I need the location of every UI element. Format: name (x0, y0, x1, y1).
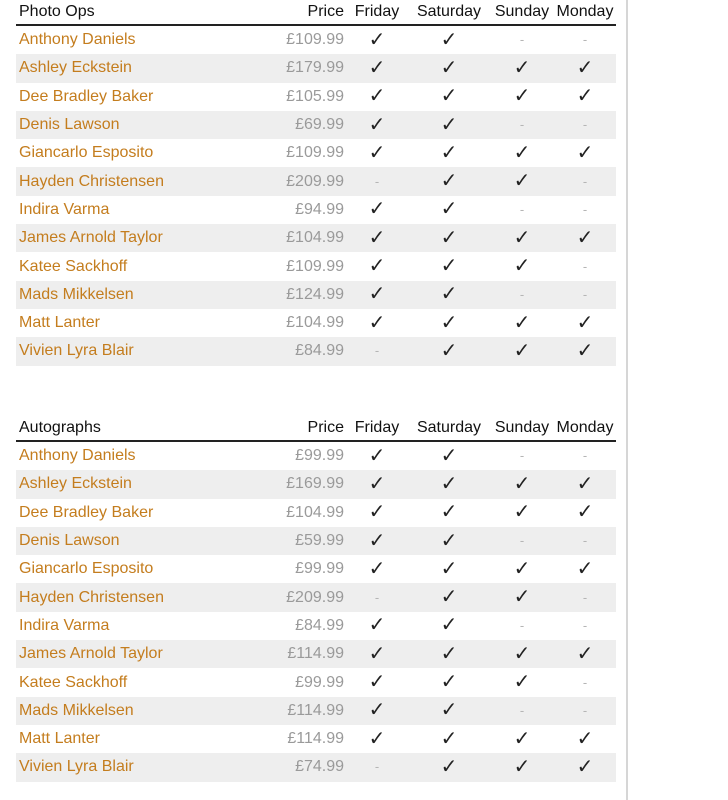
checkmark-icon: ✓ (368, 699, 386, 722)
checkmark-icon: ✓ (440, 56, 458, 79)
checkmark-icon: ✓ (368, 444, 386, 467)
checkmark-icon: ✓ (440, 671, 458, 694)
checkmark-icon: ✓ (368, 28, 386, 51)
checkmark-icon: ✓ (513, 642, 531, 665)
price-cell: £74.99 (256, 753, 346, 781)
guest-name-link[interactable]: Dee Bradley Baker (19, 87, 154, 105)
price-cell: £114.99 (256, 640, 346, 668)
day-availability-cell (490, 470, 554, 498)
checkmark-icon: ✓ (368, 85, 386, 108)
day-availability-cell (554, 167, 616, 195)
day-availability-cell (554, 612, 616, 640)
day-availability-cell (490, 725, 554, 753)
day-availability-cell (554, 309, 616, 337)
day-availability-cell (490, 668, 554, 696)
day-availability-cell (408, 697, 490, 725)
day-availability-cell (346, 25, 408, 54)
checkmark-icon: ✓ (368, 113, 386, 136)
table-row (16, 167, 616, 195)
day-availability-cell (554, 111, 616, 139)
dash-icon: - (374, 759, 380, 775)
table-row (16, 252, 616, 280)
day-availability-cell (490, 337, 554, 365)
day-availability-cell (408, 555, 490, 583)
checkmark-icon: ✓ (513, 727, 531, 750)
table-row (16, 196, 616, 224)
day-availability-cell (408, 83, 490, 111)
checkmark-icon: ✓ (368, 727, 386, 750)
day-availability-cell (408, 54, 490, 82)
day-availability-cell (490, 441, 554, 470)
photo-ops-title: Photo Ops (16, 0, 256, 25)
day-availability-cell (346, 281, 408, 309)
day-availability-cell (346, 337, 408, 365)
checkmark-icon: ✓ (440, 755, 458, 778)
guest-name-link[interactable]: Matt Lanter (19, 314, 100, 332)
checkmark-icon: ✓ (513, 85, 531, 108)
checkmark-icon: ✓ (368, 255, 386, 278)
day-availability-cell (346, 252, 408, 280)
day-availability-cell (554, 25, 616, 54)
day-availability-cell (346, 224, 408, 252)
checkmark-icon: ✓ (440, 586, 458, 609)
checkmark-icon: ✓ (368, 614, 386, 637)
checkmark-icon: ✓ (513, 671, 531, 694)
checkmark-icon: ✓ (513, 586, 531, 609)
checkmark-icon: ✓ (576, 311, 594, 334)
checkmark-icon: ✓ (513, 226, 531, 249)
table-row (16, 640, 616, 668)
day-availability-cell (408, 167, 490, 195)
checkmark-icon: ✓ (440, 198, 458, 221)
table-row (16, 25, 616, 54)
autographs-table (16, 416, 616, 782)
day-availability-cell (490, 583, 554, 611)
day-availability-cell (408, 281, 490, 309)
table-row (16, 527, 616, 555)
saturday-header: Saturday (408, 0, 490, 25)
guest-name-link[interactable]: Anthony Daniels (19, 447, 136, 465)
checkmark-icon: ✓ (513, 472, 531, 495)
saturday-header: Saturday (408, 416, 490, 441)
day-availability-cell (408, 309, 490, 337)
day-availability-cell (554, 224, 616, 252)
dash-icon: - (374, 343, 380, 359)
checkmark-icon: ✓ (513, 56, 531, 79)
day-availability-cell (408, 470, 490, 498)
table-row (16, 753, 616, 781)
monday-header: Monday (554, 0, 616, 25)
day-availability-cell (346, 697, 408, 725)
checkmark-icon: ✓ (368, 56, 386, 79)
dash-icon: - (374, 589, 380, 605)
photo-ops-table (16, 0, 616, 366)
price-cell: £114.99 (256, 697, 346, 725)
dash-icon: - (582, 173, 588, 189)
day-availability-cell (346, 499, 408, 527)
checkmark-icon: ✓ (576, 755, 594, 778)
table-row (16, 555, 616, 583)
table-row (16, 668, 616, 696)
table-row (16, 470, 616, 498)
day-availability-cell (346, 111, 408, 139)
checkmark-icon: ✓ (368, 671, 386, 694)
checkmark-icon: ✓ (440, 727, 458, 750)
day-availability-cell (408, 527, 490, 555)
day-availability-cell (408, 725, 490, 753)
price-cell: £84.99 (295, 616, 344, 634)
photo-ops-header-row (16, 0, 616, 25)
day-availability-cell (408, 111, 490, 139)
checkmark-icon: ✓ (440, 614, 458, 637)
dash-icon: - (582, 201, 588, 217)
checkmark-icon: ✓ (576, 226, 594, 249)
checkmark-icon: ✓ (513, 755, 531, 778)
day-availability-cell (346, 54, 408, 82)
table-row (16, 281, 616, 309)
price-cell: £124.99 (256, 281, 346, 309)
day-availability-cell (408, 668, 490, 696)
day-availability-cell (346, 470, 408, 498)
guest-name-link[interactable]: James Arnold Taylor (16, 640, 256, 668)
checkmark-icon: ✓ (513, 339, 531, 362)
checkmark-icon: ✓ (368, 501, 386, 524)
autographs-title: Autographs (16, 416, 256, 441)
day-availability-cell (490, 527, 554, 555)
day-availability-cell (346, 640, 408, 668)
checkmark-icon: ✓ (440, 28, 458, 51)
price-cell: £209.99 (256, 583, 346, 611)
checkmark-icon: ✓ (440, 113, 458, 136)
day-availability-cell (554, 527, 616, 555)
checkmark-icon: ✓ (513, 255, 531, 278)
checkmark-icon: ✓ (368, 141, 386, 164)
table-row (16, 111, 616, 139)
page-divider (626, 0, 628, 800)
checkmark-icon: ✓ (440, 472, 458, 495)
day-availability-cell (490, 697, 554, 725)
dash-icon: - (582, 448, 588, 464)
checkmark-icon: ✓ (576, 472, 594, 495)
table-row (16, 139, 616, 167)
day-availability-cell (554, 54, 616, 82)
dash-icon: - (519, 533, 525, 549)
checkmark-icon: ✓ (513, 170, 531, 193)
checkmark-icon: ✓ (368, 198, 386, 221)
dash-icon: - (519, 201, 525, 217)
price-cell: £109.99 (286, 31, 344, 49)
guest-name-link[interactable]: Katee Sackhoff (19, 257, 128, 275)
checkmark-icon: ✓ (440, 141, 458, 164)
guest-name-link[interactable]: Anthony Daniels (19, 31, 136, 49)
day-availability-cell (408, 499, 490, 527)
day-availability-cell (554, 337, 616, 365)
day-availability-cell (490, 25, 554, 54)
day-availability-cell (554, 697, 616, 725)
checkmark-icon: ✓ (576, 85, 594, 108)
dash-icon: - (519, 286, 525, 302)
autographs-header-row (16, 416, 616, 441)
price-cell: £209.99 (256, 167, 346, 195)
checkmark-icon: ✓ (576, 501, 594, 524)
table-row (16, 224, 616, 252)
dash-icon: - (519, 702, 525, 718)
price-cell: £105.99 (286, 87, 344, 105)
table-row (16, 697, 616, 725)
day-availability-cell (408, 612, 490, 640)
day-availability-cell (346, 196, 408, 224)
price-cell: £94.99 (295, 200, 344, 218)
day-availability-cell (346, 612, 408, 640)
guest-name-link[interactable]: James Arnold Taylor (16, 224, 256, 252)
guest-name-link[interactable]: Katee Sackhoff (19, 673, 128, 691)
dash-icon: - (582, 674, 588, 690)
checkmark-icon: ✓ (440, 699, 458, 722)
price-cell: £99.99 (295, 673, 344, 691)
day-availability-cell (554, 725, 616, 753)
price-cell: £104.99 (286, 503, 344, 521)
guest-name-link[interactable]: Mads Mikkelsen (16, 697, 256, 725)
guest-name-link[interactable]: Giancarlo Esposito (19, 144, 154, 162)
checkmark-icon: ✓ (440, 557, 458, 580)
guest-name-link[interactable]: Giancarlo Esposito (19, 560, 154, 578)
price-header: Price (256, 0, 346, 25)
checkmark-icon: ✓ (576, 56, 594, 79)
checkmark-icon: ✓ (368, 557, 386, 580)
checkmark-icon: ✓ (368, 311, 386, 334)
price-cell: £179.99 (256, 54, 346, 82)
table-row (16, 337, 616, 365)
day-availability-cell (490, 83, 554, 111)
day-availability-cell (346, 527, 408, 555)
price-cell: £69.99 (256, 111, 346, 139)
checkmark-icon: ✓ (440, 501, 458, 524)
dash-icon: - (582, 258, 588, 274)
day-availability-cell (346, 441, 408, 470)
table-row (16, 309, 616, 337)
price-cell: £114.99 (287, 730, 344, 748)
day-availability-cell (554, 196, 616, 224)
day-availability-cell (346, 668, 408, 696)
table-row (16, 499, 616, 527)
day-availability-cell (554, 252, 616, 280)
dash-icon: - (519, 117, 525, 133)
day-availability-cell (490, 555, 554, 583)
guest-name-link[interactable]: Indira Varma (19, 616, 110, 634)
checkmark-icon: ✓ (440, 255, 458, 278)
autographs-rows (16, 441, 616, 782)
checkmark-icon: ✓ (576, 727, 594, 750)
guest-name-link[interactable]: Dee Bradley Baker (19, 503, 154, 521)
checkmark-icon: ✓ (513, 501, 531, 524)
dash-icon: - (519, 617, 525, 633)
price-cell: £99.99 (295, 560, 344, 578)
dash-icon: - (582, 617, 588, 633)
checkmark-icon: ✓ (440, 85, 458, 108)
day-availability-cell (490, 281, 554, 309)
day-availability-cell (554, 555, 616, 583)
day-availability-cell (408, 640, 490, 668)
dash-icon: - (519, 32, 525, 48)
checkmark-icon: ✓ (440, 444, 458, 467)
friday-header: Friday (346, 416, 408, 441)
price-cell: £169.99 (256, 470, 346, 498)
day-availability-cell (408, 224, 490, 252)
day-availability-cell (554, 753, 616, 781)
guest-name-link[interactable]: Vivien Lyra Blair (16, 753, 256, 781)
checkmark-icon: ✓ (440, 642, 458, 665)
day-availability-cell (346, 583, 408, 611)
monday-header: Monday (554, 416, 616, 441)
table-row (16, 441, 616, 470)
checkmark-icon: ✓ (440, 226, 458, 249)
day-availability-cell (346, 83, 408, 111)
day-availability-cell (408, 252, 490, 280)
day-availability-cell (408, 139, 490, 167)
day-availability-cell (490, 54, 554, 82)
day-availability-cell (408, 583, 490, 611)
day-availability-cell (346, 555, 408, 583)
day-availability-cell (408, 196, 490, 224)
dash-icon: - (582, 32, 588, 48)
checkmark-icon: ✓ (576, 141, 594, 164)
guest-name-link[interactable]: Matt Lanter (19, 730, 100, 748)
checkmark-icon: ✓ (576, 642, 594, 665)
checkmark-icon: ✓ (440, 339, 458, 362)
day-availability-cell (346, 725, 408, 753)
day-availability-cell (554, 83, 616, 111)
checkmark-icon: ✓ (440, 529, 458, 552)
checkmark-icon: ✓ (368, 226, 386, 249)
day-availability-cell (490, 224, 554, 252)
day-availability-cell (554, 499, 616, 527)
price-cell: £109.99 (286, 257, 344, 275)
day-availability-cell (554, 281, 616, 309)
day-availability-cell (490, 640, 554, 668)
friday-header: Friday (346, 0, 408, 25)
day-availability-cell (346, 167, 408, 195)
checkmark-icon: ✓ (576, 339, 594, 362)
price-cell: £109.99 (286, 144, 344, 162)
guest-name-link[interactable]: Hayden Christensen (16, 167, 256, 195)
day-availability-cell (490, 499, 554, 527)
guest-name-link[interactable]: Indira Varma (19, 200, 110, 218)
price-header: Price (256, 416, 346, 441)
day-availability-cell (554, 583, 616, 611)
table-row (16, 54, 616, 82)
guest-name-link[interactable]: Denis Lawson (16, 111, 256, 139)
day-availability-cell (554, 640, 616, 668)
dash-icon: - (582, 589, 588, 605)
day-availability-cell (490, 309, 554, 337)
day-availability-cell (490, 753, 554, 781)
price-cell: £59.99 (256, 527, 346, 555)
checkmark-icon: ✓ (513, 141, 531, 164)
checkmark-icon: ✓ (440, 170, 458, 193)
day-availability-cell (346, 753, 408, 781)
table-row (16, 612, 616, 640)
checkmark-icon: ✓ (368, 283, 386, 306)
checkmark-icon: ✓ (368, 529, 386, 552)
dash-icon: - (519, 448, 525, 464)
day-availability-cell (554, 139, 616, 167)
guest-name-link[interactable]: Mads Mikkelsen (16, 281, 256, 309)
day-availability-cell (490, 111, 554, 139)
checkmark-icon: ✓ (513, 557, 531, 580)
day-availability-cell (490, 196, 554, 224)
day-availability-cell (554, 441, 616, 470)
guest-name-link[interactable]: Hayden Christensen (16, 583, 256, 611)
day-availability-cell (554, 668, 616, 696)
checkmark-icon: ✓ (368, 472, 386, 495)
day-availability-cell (490, 612, 554, 640)
autographs-section (16, 416, 616, 782)
dash-icon: - (374, 173, 380, 189)
day-availability-cell (408, 337, 490, 365)
price-cell: £104.99 (286, 314, 344, 332)
checkmark-icon: ✓ (440, 283, 458, 306)
day-availability-cell (346, 139, 408, 167)
sunday-header: Sunday (490, 0, 554, 25)
day-availability-cell (408, 441, 490, 470)
day-availability-cell (408, 25, 490, 54)
guest-name-link[interactable]: Vivien Lyra Blair (16, 337, 256, 365)
guest-name-link[interactable]: Ashley Eckstein (16, 470, 256, 498)
checkmark-icon: ✓ (440, 311, 458, 334)
price-cell: £99.99 (295, 447, 344, 465)
checkmark-icon: ✓ (513, 311, 531, 334)
dash-icon: - (582, 286, 588, 302)
day-availability-cell (490, 167, 554, 195)
checkmark-icon: ✓ (576, 557, 594, 580)
table-row (16, 725, 616, 753)
day-availability-cell (346, 309, 408, 337)
day-availability-cell (554, 470, 616, 498)
price-cell: £84.99 (256, 337, 346, 365)
day-availability-cell (490, 252, 554, 280)
photo-ops-section (16, 0, 616, 366)
table-row (16, 583, 616, 611)
dash-icon: - (582, 702, 588, 718)
price-cell: £104.99 (256, 224, 346, 252)
checkmark-icon: ✓ (368, 642, 386, 665)
dash-icon: - (582, 533, 588, 549)
sunday-header: Sunday (490, 416, 554, 441)
day-availability-cell (490, 139, 554, 167)
guest-name-link[interactable]: Ashley Eckstein (16, 54, 256, 82)
photo-ops-rows (16, 25, 616, 366)
table-row (16, 83, 616, 111)
guest-name-link[interactable]: Denis Lawson (16, 527, 256, 555)
day-availability-cell (408, 753, 490, 781)
dash-icon: - (582, 117, 588, 133)
